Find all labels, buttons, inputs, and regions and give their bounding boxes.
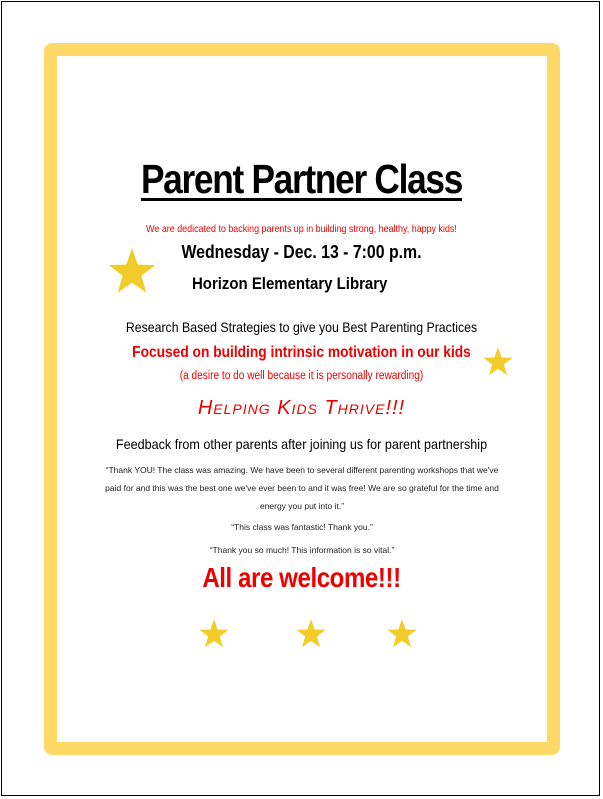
testimonial-1: “Thank YOU! The class was amazing. We have been to several different parenting workshops that we've paid for and this was the best one we've ever been to and it was free! We are so grateful for the time and energy you put into it.” — [105, 465, 499, 511]
star-icon — [108, 248, 156, 294]
feedback-heading: Feedback from other parents after joining us for parent partnership — [115, 436, 488, 452]
strategies-line: Research Based Strategies to give you Best Parenting Practices — [125, 319, 478, 335]
closing-line: All are welcome!!! — [202, 562, 401, 593]
date-line: Wednesday - Dec. 13 - 7:00 p.m. — [181, 242, 422, 262]
flyer-title: Parent Partner Class — [140, 156, 463, 202]
location: Horizon Elementary Library — [192, 274, 388, 293]
star-icon — [387, 619, 417, 648]
definition-line: (a desire to do well because it is personally rewarding) — [179, 370, 424, 382]
slogan: Helping Kids Thrive!!! — [197, 397, 406, 419]
star-icon — [483, 347, 513, 376]
star-icon — [296, 619, 326, 648]
testimonial-2: “This class was fantastic! Thank you.” — [231, 522, 373, 532]
focus-line: Focused on building intrinsic motivation in our kids — [132, 344, 471, 361]
star-icon — [199, 619, 229, 648]
tagline: We are dedicated to backing parents up in building strong, healthy, happy kids! — [146, 223, 457, 235]
testimonial-3: “Thank you so much! This information is so vital.” — [209, 545, 395, 555]
